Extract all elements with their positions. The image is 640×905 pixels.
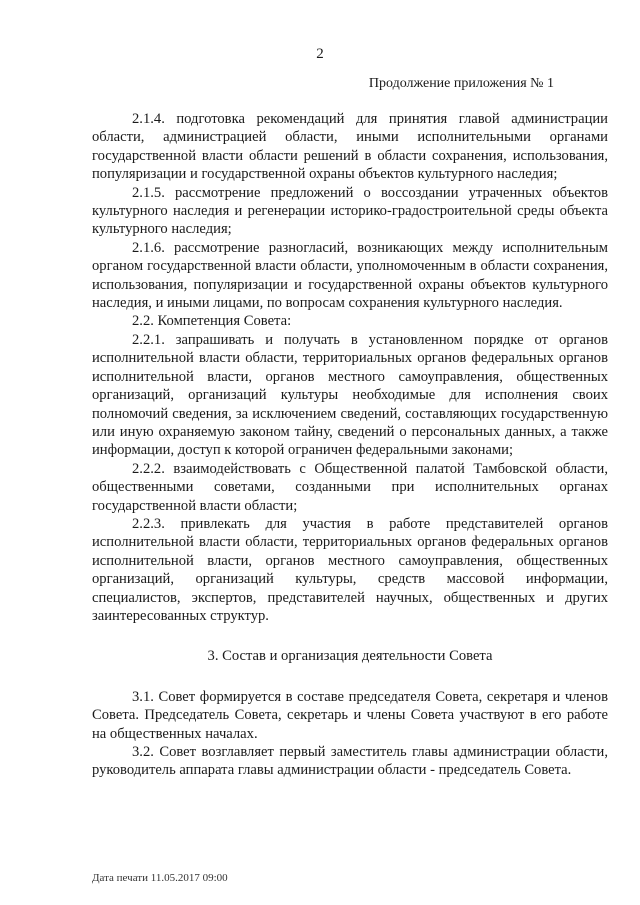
paragraph-2-2-1: 2.2.1. запрашивать и получать в установленном порядке от органов исполнительной власти области, территориальных органов федеральных органов исполнительной власти, органов местного самоуправления, общественных организаций, организаций культуры необходимые для исполнения своих полномочий сведения, за исключением сведений, составляющих государственную или иную охраняемую законом тайну, сведений о персональных данных, а также информации, доступ к которой ограничен федеральными законами; — [92, 331, 608, 459]
paragraph-2-2-3: 2.2.3. привлекать для участия в работе представителей органов исполнительной власти области, территориальных органов федеральных органов исполнительной власти, органов местного самоуправления, общественных организаций, организаций культуры, средств массовой информации, специалистов, экспертов, представителей научных, общественных и других заинтересованных структур. — [92, 515, 608, 624]
paragraph-3-1: 3.1. Совет формируется в составе председателя Совета, секретаря и членов Совета. Председатель Совета, секретарь и члены Совета участвуют в его работе на общественных началах. — [92, 688, 608, 742]
paragraph-2-1-5: 2.1.5. рассмотрение предложений о воссоздании утраченных объектов культурного наследия и регенерации историко-градостроительной среды объекта культурного наследия; — [92, 184, 608, 238]
page-number: 2 — [316, 46, 324, 62]
paragraph-2-1-4: 2.1.4. подготовка рекомендаций для принятия главой администрации области, администрацией области, иными исполнительными органами государственной власти области решений в области сохранения, использования, популяризации и государственной охраны объектов культурного наследия; — [92, 111, 608, 183]
document-body — [92, 110, 608, 780]
paragraph-2-2: 2.2. Компетенция Совета: — [132, 313, 292, 330]
paragraph-3-2: 3.2. Совет возглавляет первый заместитель главы администрации области, руководитель аппарата главы администрации области - председатель Совета. — [92, 744, 608, 779]
paragraph-2-1-6: 2.1.6. рассмотрение разногласий, возникающих между исполнительным органом государственной власти области, уполномоченным в области сохранения, использования, популяризации и государственной охраны объектов культурного наследия, и иными лицами, по вопросам сохранения культурного наследия. — [92, 239, 608, 312]
continuation-note: Продолжение приложения № 1 — [368, 76, 554, 91]
section-heading: 3. Состав и организация деятельности Совета — [207, 648, 493, 665]
print-date: Дата печати 11.05.2017 09:00 — [92, 872, 228, 884]
paragraph-2-2-2: 2.2.2. взаимодействовать с Общественной палатой Тамбовской области, общественными советами, созданными при исполнительных органах государственной власти области; — [92, 460, 608, 514]
